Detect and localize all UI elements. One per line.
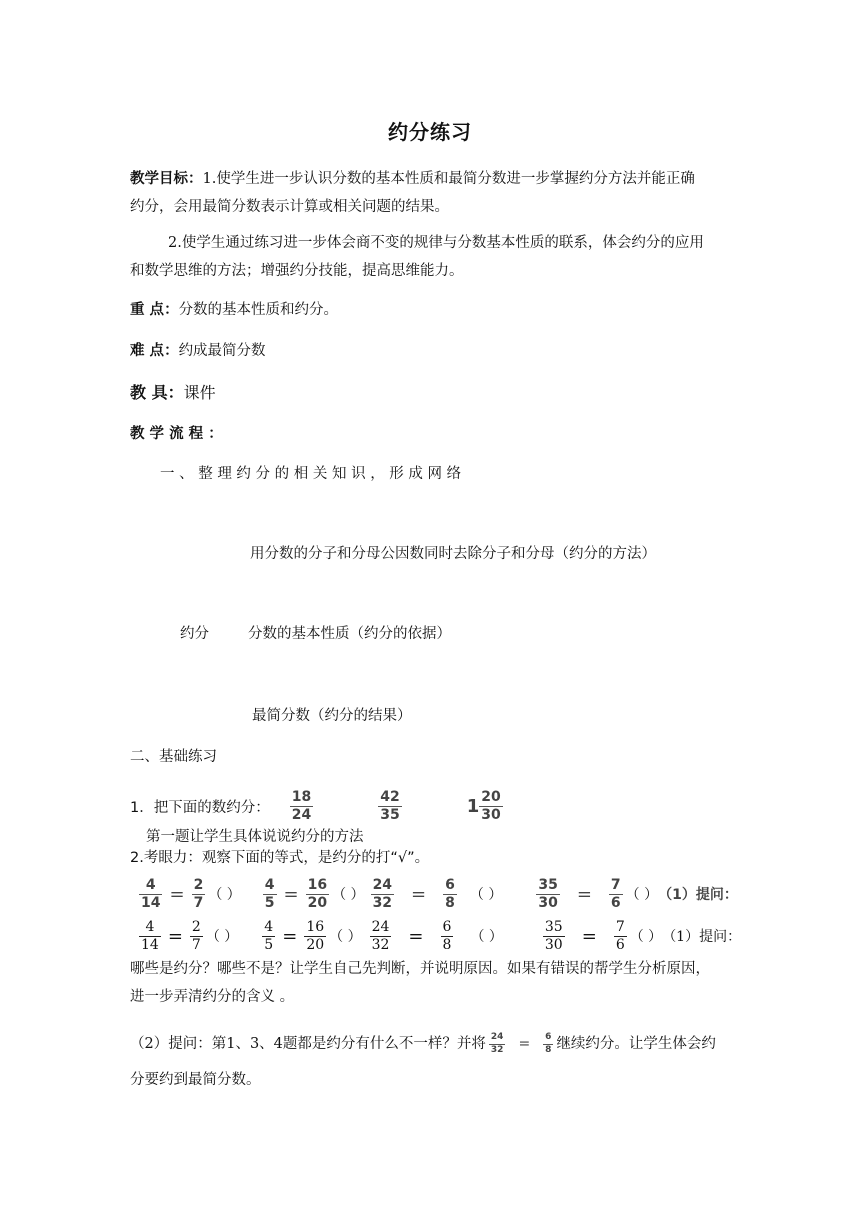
eq-left-fraction: $\frac{4}{14}$ bbox=[141, 876, 161, 911]
ask-2-text-a: （2）提问：第1、3、4题都是约分有什么不一样？并将 bbox=[130, 1036, 486, 1052]
eq-right-fraction: $\frac{16}{20}$ bbox=[307, 876, 328, 911]
ask-2-right-fraction: $\frac{6}{8}$ bbox=[545, 1032, 552, 1055]
ask-1-label: （1）提问： bbox=[658, 887, 738, 903]
page-title: 约分练习 bbox=[388, 120, 472, 144]
key-point: 重 点：分数的基本性质和约分。 bbox=[130, 301, 339, 318]
eq-left-fraction: $\frac{35}{30}$ bbox=[544, 918, 563, 953]
tools: 教 具：课件 bbox=[130, 383, 216, 402]
question-1-label: 1．把下面的数约分： bbox=[130, 799, 270, 816]
equations-text-row: $\frac{4}{14}$ = $\frac{2}{7}$ （ ） $\frac{4}{5}$ = $\frac{16}{20}$ （ ） $\frac{24}{32}$ = $\frac{6}{8}$ （ ） $\frac{35}{30}$ = $\frac{7}{6}$ （ ） （1）提问： bbox=[141, 918, 742, 953]
objectives-line-1: 教学目标：1.使学生进一步认识分数的基本性质和最简分数进一步掌握约分方法并能正确 bbox=[130, 170, 695, 187]
section2-heading: 二、基础练习 bbox=[130, 749, 217, 765]
ask-2-left-fraction: $\frac{24}{32}$ bbox=[490, 1032, 504, 1055]
eq-right-fraction: $\frac{7}{6}$ bbox=[610, 876, 621, 911]
eq-right-fraction: $\frac{6}{8}$ bbox=[442, 918, 452, 953]
ask-2-text-b: 继续约分。让学生体会约 bbox=[556, 1036, 716, 1052]
eq-right-fraction: $\frac{7}{6}$ bbox=[615, 918, 625, 953]
equations-image-row: $\frac{4}{14}$ = $\frac{2}{7}$ （ ） $\frac{4}{5}$ = $\frac{16}{20}$ （ ） $\frac{24}{32}$ = $\frac{6}{8}$ （ ） $\frac{35}{30}$ = $\frac{7}{6}$ （ ） （1）提问： bbox=[141, 876, 738, 911]
eq-right-fraction: $\frac{6}{8}$ bbox=[445, 876, 455, 911]
ask-2-text-c: 分要约到最简分数。 bbox=[130, 1072, 261, 1088]
question-1-note: 第一题让学生具体说说约分的方法 bbox=[146, 829, 364, 845]
difficulty: 难 点：约成最简分数 bbox=[130, 342, 266, 359]
answer-blank[interactable]: （ ） bbox=[205, 929, 239, 945]
objectives-label: 教学目标 bbox=[130, 170, 188, 187]
process-label: 教 学 流 程 ： bbox=[130, 425, 223, 442]
q1-whole-3: 1 bbox=[466, 795, 480, 817]
ask-2-line: （2）提问：第1、3、4题都是约分有什么不一样？并将 $\frac{24}{32}$ = $\frac{6}{8}$ 继续约分。让学生体会约 bbox=[130, 1026, 716, 1062]
section1-method: 用分数的分子和分母公因数同时去除分子和分母（约分的方法） bbox=[250, 546, 656, 562]
tools-label: 教 具 bbox=[130, 383, 168, 402]
question-1 bbox=[130, 786, 506, 826]
tools-text: 课件 bbox=[183, 383, 216, 402]
ask-1-text-b: 进一步弄清约分的含义 。 bbox=[130, 989, 295, 1005]
eq-right-fraction: $\frac{16}{20}$ bbox=[306, 918, 325, 953]
eq-left-fraction: $\frac{24}{32}$ bbox=[371, 918, 390, 953]
answer-blank[interactable]: （ ） bbox=[329, 929, 362, 945]
eq-left-fraction: $\frac{4}{5}$ bbox=[264, 876, 275, 911]
eq-right-fraction: $\frac{2}{7}$ bbox=[191, 918, 201, 953]
question-2-label: 2.考眼力：观察下面的等式，是约分的打“√”。 bbox=[130, 850, 430, 866]
key-point-text: 分数的基本性质和约分。 bbox=[178, 302, 339, 318]
q1-fraction-1: $\frac{18}{24}$ bbox=[291, 788, 312, 823]
section1-heading: 一 、 整 理 约 分 的 相 关 知 识 ， 形 成 网 络 bbox=[160, 466, 462, 482]
eq-left-fraction: $\frac{4}{5}$ bbox=[264, 918, 274, 953]
key-point-label: 重 点 bbox=[130, 301, 165, 318]
section1-result: 最简分数（约分的结果） bbox=[252, 708, 412, 724]
answer-blank[interactable]: （ ） bbox=[332, 887, 365, 903]
answer-blank[interactable]: （ ） bbox=[469, 887, 503, 903]
objectives-text-3: 2.使学生通过练习进一步体会商不变的规律与分数基本性质的联系，体会约分的应用 bbox=[168, 235, 704, 251]
objectives-text-2: 约分，会用最简分数表示计算或相关问题的结果。 bbox=[130, 199, 449, 215]
ask-1-label: （1）提问： bbox=[662, 929, 742, 945]
difficulty-label: 难 点 bbox=[130, 342, 165, 359]
answer-blank[interactable]: （ ） bbox=[629, 929, 663, 945]
ask-1-text-a: 哪些是约分？哪些不是？让学生自己先判断，并说明原因。如果有错误的帮学生分析原因， bbox=[130, 961, 710, 977]
objectives-text-4: 和数学思维的方法；增强约分技能，提高思维能力。 bbox=[130, 263, 464, 279]
section1-center: 约分 bbox=[180, 626, 209, 642]
eq-right-fraction: $\frac{2}{7}$ bbox=[193, 876, 204, 911]
eq-left-fraction: $\frac{24}{32}$ bbox=[372, 876, 393, 911]
objectives-text-1: 1.使学生进一步认识分数的基本性质和最简分数进一步掌握约分方法并能正确 bbox=[202, 171, 695, 187]
q1-fraction-3: $\frac{20}{30}$ bbox=[481, 788, 501, 823]
eq-left-fraction: $\frac{35}{30}$ bbox=[538, 876, 558, 911]
q1-fraction-2: $\frac{42}{35}$ bbox=[380, 788, 400, 823]
eq-left-fraction: $\frac{4}{14}$ bbox=[141, 918, 159, 953]
answer-blank[interactable]: （ ） bbox=[625, 887, 659, 903]
answer-blank[interactable]: （ ） bbox=[208, 887, 241, 903]
difficulty-text: 约成最简分数 bbox=[178, 343, 266, 359]
answer-blank[interactable]: （ ） bbox=[470, 929, 503, 945]
section1-basis: 分数的基本性质（约分的依据） bbox=[248, 626, 451, 642]
